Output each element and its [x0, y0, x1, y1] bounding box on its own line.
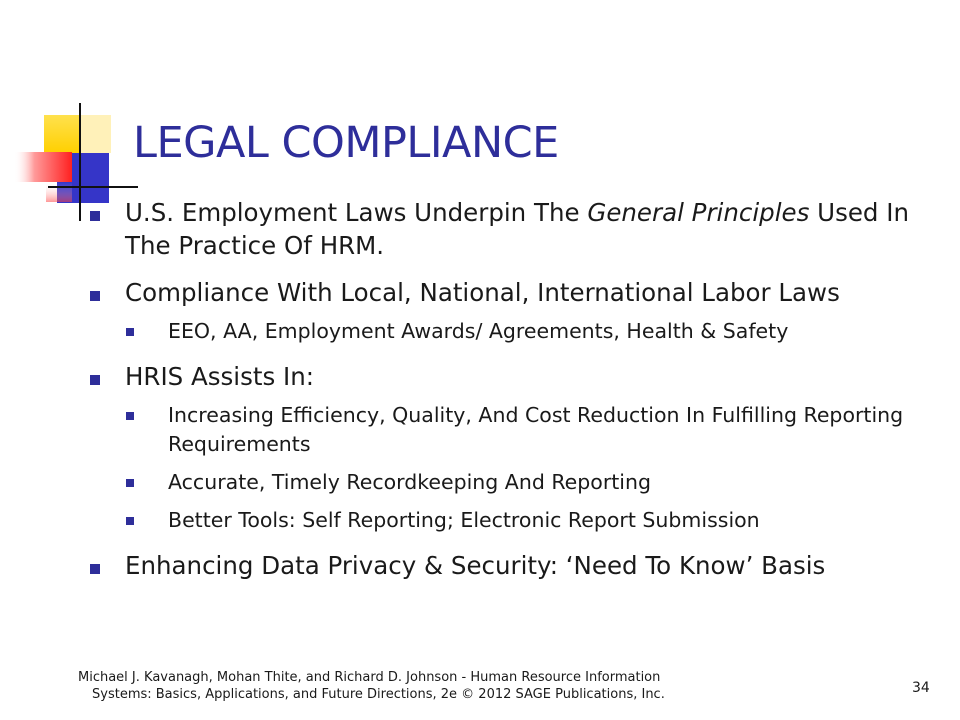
- sub-bullet-item: [125, 317, 928, 346]
- square-bullet-icon: [90, 375, 100, 385]
- sub-bullet-item: [125, 468, 928, 497]
- bullet-item: [88, 196, 928, 262]
- square-bullet-icon: [90, 291, 100, 301]
- sub-bullet-text: Better Tools: Self Reporting; Electronic Report Submission: [168, 508, 760, 532]
- bullet-item: [88, 276, 928, 346]
- square-bullet-icon: [126, 479, 134, 487]
- bullet-text: Enhancing Data Privacy & Security: ‘Need To Know’ Basis: [125, 551, 826, 580]
- bullet-item: [88, 360, 928, 535]
- bullet-text: HRIS Assists In:: [125, 362, 315, 391]
- sub-bullet-item: [125, 401, 928, 459]
- bullet-list: [88, 196, 928, 596]
- square-bullet-icon: [90, 564, 100, 574]
- slide-footer: [78, 669, 718, 703]
- footer-citation-line-2: Systems: Basics, Applications, and Future Directions, 2e © 2012 SAGE Publications, Inc.: [92, 687, 665, 702]
- slide-title: LEGAL COMPLIANCE: [133, 118, 559, 168]
- sub-bullet-text: EEO, AA, Employment Awards/ Agreements, Health & Safety: [168, 319, 789, 343]
- sub-bullet-list: [125, 401, 928, 535]
- square-bullet-icon: [126, 328, 134, 336]
- bullet-text-part: U.S. Employment Laws Underpin The: [125, 198, 588, 227]
- sub-bullet-item: [125, 506, 928, 535]
- bullet-item: [88, 549, 928, 582]
- bullet-emphasis: General Principles: [587, 198, 810, 227]
- square-bullet-icon: [90, 211, 100, 221]
- footer-citation-line-1: Michael J. Kavanagh, Mohan Thite, and Richard D. Johnson - Human Resource Information: [78, 670, 661, 685]
- square-bullet-icon: [126, 412, 134, 420]
- sub-bullet-text: Increasing Efficiency, Quality, And Cost Reduction In Fulfilling Reporting Requirements: [168, 403, 904, 456]
- sub-bullet-list: [125, 317, 928, 346]
- sub-bullet-text: Accurate, Timely Recordkeeping And Reporting: [168, 470, 652, 494]
- bullet-text: Compliance With Local, National, International Labor Laws: [125, 278, 840, 307]
- bullet-text-part: Used In The Practice Of HRM.: [125, 198, 909, 260]
- page-number: 34: [912, 680, 930, 696]
- square-bullet-icon: [126, 517, 134, 525]
